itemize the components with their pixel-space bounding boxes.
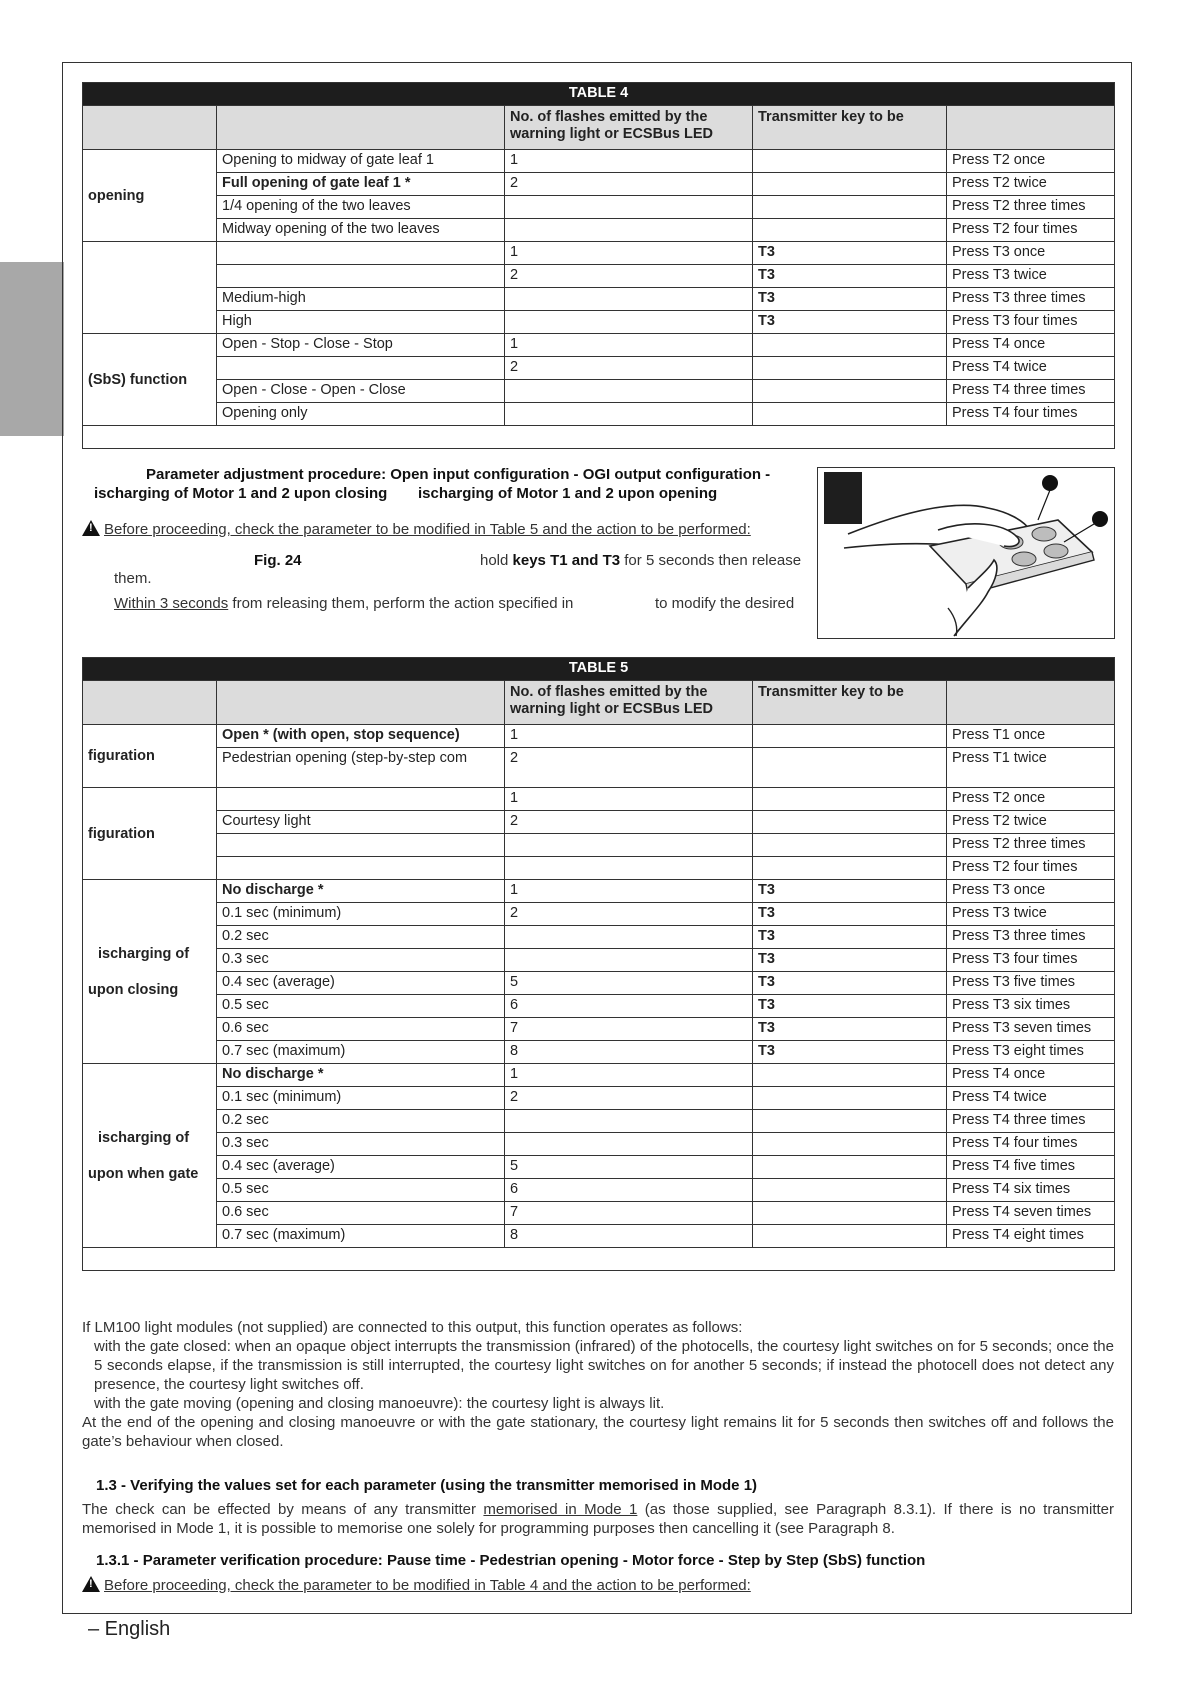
action-cell: Press T4 four times <box>947 403 1115 426</box>
flashes-cell <box>505 857 753 880</box>
category-cell <box>83 788 217 880</box>
action-cell: Press T2 three times <box>947 196 1115 219</box>
key-cell <box>753 1202 947 1225</box>
table-4-header-cell <box>947 106 1115 150</box>
category-label <box>88 963 211 981</box>
setting-cell: Medium-high <box>217 288 505 311</box>
flashes-cell <box>505 380 753 403</box>
action-cell: Press T4 twice <box>947 357 1115 380</box>
setting-cell: 0.7 sec (maximum) <box>217 1225 505 1248</box>
flashes-cell: 1 <box>505 242 753 265</box>
category-label: ischarging of <box>98 1129 190 1146</box>
key-cell: T3 <box>753 880 947 903</box>
action-cell: Press T4 three times <box>947 1110 1115 1133</box>
table-row <box>83 1133 1115 1156</box>
section-1-3-heading: 1.3 - Verifying the values set for each parameter (using the transmitter memorised in Mode 1) <box>96 1477 758 1494</box>
table-row <box>83 288 1115 311</box>
table-row <box>83 748 1115 788</box>
table-4-header-cell <box>83 106 217 150</box>
table-5-header-cell <box>217 681 505 725</box>
transmitter-hand-illustration <box>818 468 1114 638</box>
flashes-cell: 2 <box>505 903 753 926</box>
setting-cell: 0.4 sec (average) <box>217 1156 505 1179</box>
category-cell <box>83 725 217 788</box>
table-row <box>83 403 1115 426</box>
key-cell <box>753 173 947 196</box>
setting-cell: Open - Stop - Close - Stop <box>217 334 505 357</box>
action-cell: Press T2 twice <box>947 173 1115 196</box>
table-row <box>83 1156 1115 1179</box>
step1-text: hold keys T1 and T3 for 5 seconds then release <box>480 552 802 569</box>
key-cell <box>753 1133 947 1156</box>
table-row <box>83 150 1115 173</box>
setting-cell: 0.2 sec <box>217 1110 505 1133</box>
action-cell: Press T3 eight times <box>947 1041 1115 1064</box>
action-cell: Press T2 four times <box>947 219 1115 242</box>
note-paragraph-4: At the end of the opening and closing manoeuvre or with the gate stationary, the courtesy light remains lit for 5 seconds then switches off and follows the gate’s behaviour when closed. <box>82 1414 1114 1450</box>
table-row <box>83 219 1115 242</box>
setting-cell: 0.1 sec (minimum) <box>217 1087 505 1110</box>
key-cell: T3 <box>753 972 947 995</box>
table-row <box>83 1018 1115 1041</box>
flashes-cell: 7 <box>505 1018 753 1041</box>
flashes-cell <box>505 403 753 426</box>
key-cell: T3 <box>753 265 947 288</box>
setting-cell: Midway opening of the two leaves <box>217 219 505 242</box>
category-cell <box>83 334 217 426</box>
flashes-cell <box>505 949 753 972</box>
table-row <box>83 972 1115 995</box>
action-cell: Press T4 three times <box>947 380 1115 403</box>
flashes-cell <box>505 834 753 857</box>
key-cell <box>753 834 947 857</box>
key-cell: T3 <box>753 1041 947 1064</box>
figure-24-box <box>817 467 1115 639</box>
category-label: figuration <box>88 748 155 764</box>
key-cell <box>753 334 947 357</box>
table-4-header-flashes: No. of flashes emitted by the warning light or ECSBus LED <box>505 106 753 150</box>
table-row <box>83 857 1115 880</box>
setting-cell: Courtesy light <box>217 811 505 834</box>
setting-cell: 0.7 sec (maximum) <box>217 1041 505 1064</box>
category-label: upon when gate <box>88 1165 199 1182</box>
section-1-3-1-heading: 1.3.1 - Parameter verification procedure: Pause time - Pedestrian opening - Motor force - Step by Step (SbS) function <box>96 1552 926 1569</box>
table-5-header-flashes: No. of flashes emitted by the warning light or ECSBus LED <box>505 681 753 725</box>
action-cell: Press T4 twice <box>947 1087 1115 1110</box>
table-row <box>83 725 1115 748</box>
step2-text-a: Within 3 seconds from releasing them, perform the action specified in <box>114 595 574 612</box>
flashes-cell: 1 <box>505 788 753 811</box>
table-row <box>83 788 1115 811</box>
action-cell: Press T3 three times <box>947 926 1115 949</box>
flashes-cell: 1 <box>505 150 753 173</box>
action-cell: Press T4 seven times <box>947 1202 1115 1225</box>
flashes-cell: 1 <box>505 725 753 748</box>
table-row <box>83 995 1115 1018</box>
procedure-heading-line2a: ischarging of Motor 1 and 2 upon closing <box>94 485 388 502</box>
table-5-header-cell <box>83 681 217 725</box>
action-cell: Press T2 four times <box>947 857 1115 880</box>
setting-cell: Opening to midway of gate leaf 1 <box>217 150 505 173</box>
setting-cell <box>217 857 505 880</box>
procedure-heading-line1: Parameter adjustment procedure: Open input configuration - OGI output configuration - <box>146 466 771 483</box>
table-row <box>83 903 1115 926</box>
key-cell <box>753 403 947 426</box>
table-5-header-key: Transmitter key to be <box>753 681 947 725</box>
setting-cell: Open * (with open, stop sequence) <box>217 725 505 748</box>
key-cell <box>753 150 947 173</box>
key-cell <box>753 748 947 788</box>
action-cell: Press T2 twice <box>947 811 1115 834</box>
flashes-cell: 6 <box>505 995 753 1018</box>
setting-cell <box>217 788 505 811</box>
category-label: ischarging of <box>98 945 190 962</box>
setting-cell: No discharge * <box>217 1064 505 1087</box>
setting-cell: 0.6 sec <box>217 1202 505 1225</box>
table-row <box>83 242 1115 265</box>
flashes-cell: 1 <box>505 334 753 357</box>
flashes-cell: 5 <box>505 1156 753 1179</box>
procedure-warning: !Before proceeding, check the parameter to be modified in Table 5 and the action to be performed: <box>82 520 751 539</box>
action-cell: Press T3 four times <box>947 311 1115 334</box>
setting-cell: Opening only <box>217 403 505 426</box>
flashes-cell <box>505 1133 753 1156</box>
setting-cell: Pedestrian opening (step-by-step com <box>217 748 505 788</box>
table-row <box>83 1110 1115 1133</box>
table-4-header-cell <box>217 106 505 150</box>
category-cell <box>83 150 217 242</box>
step1-fig-ref: Fig. 24 <box>254 552 302 569</box>
key-cell: T3 <box>753 288 947 311</box>
flashes-cell: 2 <box>505 265 753 288</box>
action-cell: Press T3 twice <box>947 903 1115 926</box>
page-footer: – English <box>88 1618 171 1640</box>
table-row <box>83 949 1115 972</box>
action-cell: Press T1 twice <box>947 748 1115 788</box>
table-4-title: TABLE 4 <box>83 83 1115 106</box>
flashes-cell: 8 <box>505 1041 753 1064</box>
action-cell: Press T2 once <box>947 788 1115 811</box>
table-5 <box>82 657 1115 1271</box>
key-cell <box>753 1110 947 1133</box>
table-row <box>83 311 1115 334</box>
key-cell <box>753 196 947 219</box>
key-cell <box>753 380 947 403</box>
setting-cell <box>217 242 505 265</box>
setting-cell: Full opening of gate leaf 1 * <box>217 173 505 196</box>
key-cell: T3 <box>753 926 947 949</box>
key-cell <box>753 1087 947 1110</box>
setting-cell: No discharge * <box>217 880 505 903</box>
action-cell: Press T4 five times <box>947 1156 1115 1179</box>
category-label: figuration <box>88 825 155 842</box>
section-1-3-body: The check can be effected by means of any transmitter memorised in Mode 1 (as those supplied, see Paragraph 8.3.1). If there is no transmitter memorised in Mode 1, it is possible to memorise one solely for programming purposes then cancelling it (see Paragraph 8. <box>82 1501 1114 1537</box>
key-cell <box>753 788 947 811</box>
action-cell: Press T3 four times <box>947 949 1115 972</box>
table-row <box>83 811 1115 834</box>
setting-cell: 0.5 sec <box>217 995 505 1018</box>
action-cell: Press T4 eight times <box>947 1225 1115 1248</box>
table-row <box>83 1202 1115 1225</box>
side-tab <box>0 262 64 436</box>
category-label <box>88 1147 211 1165</box>
action-cell: Press T3 twice <box>947 265 1115 288</box>
setting-cell <box>217 357 505 380</box>
table-5-footer-row <box>83 1248 1115 1271</box>
setting-cell: Open - Close - Open - Close <box>217 380 505 403</box>
table-5-header-cell <box>947 681 1115 725</box>
key-cell <box>753 1064 947 1087</box>
table-4-header-key: Transmitter key to be <box>753 106 947 150</box>
action-cell: Press T3 seven times <box>947 1018 1115 1041</box>
category-cell <box>83 1064 217 1248</box>
action-cell: Press T3 three times <box>947 288 1115 311</box>
category-cell <box>83 242 217 334</box>
setting-cell: 0.2 sec <box>217 926 505 949</box>
step2-text-b: to modify the desired <box>655 595 795 612</box>
table-row <box>83 1064 1115 1087</box>
flashes-cell: 2 <box>505 173 753 196</box>
flashes-cell: 2 <box>505 748 753 788</box>
table-row <box>83 880 1115 903</box>
category-cell <box>83 880 217 1064</box>
flashes-cell <box>505 926 753 949</box>
table-row <box>83 1179 1115 1202</box>
action-cell: Press T3 six times <box>947 995 1115 1018</box>
key-cell: T3 <box>753 995 947 1018</box>
table-row <box>83 196 1115 219</box>
procedure-heading-line2b: ischarging of Motor 1 and 2 upon opening <box>418 485 718 502</box>
action-cell: Press T4 six times <box>947 1179 1115 1202</box>
flashes-cell: 2 <box>505 811 753 834</box>
table-row <box>83 1041 1115 1064</box>
action-cell: Press T4 once <box>947 334 1115 357</box>
flashes-cell <box>505 219 753 242</box>
action-cell: Press T2 once <box>947 150 1115 173</box>
action-cell: Press T3 once <box>947 242 1115 265</box>
section-1-3-1-warning: !Before proceeding, check the parameter to be modified in Table 4 and the action to be performed: <box>82 1576 751 1595</box>
flashes-cell: 8 <box>505 1225 753 1248</box>
key-cell: T3 <box>753 903 947 926</box>
table-5-title: TABLE 5 <box>83 658 1115 681</box>
table-row <box>83 1087 1115 1110</box>
table-row <box>83 173 1115 196</box>
category-label: (SbS) function <box>88 371 188 388</box>
key-cell <box>753 219 947 242</box>
key-cell: T3 <box>753 242 947 265</box>
setting-cell: 0.4 sec (average) <box>217 972 505 995</box>
action-cell: Press T4 once <box>947 1064 1115 1087</box>
flashes-cell: 6 <box>505 1179 753 1202</box>
key-cell <box>753 1156 947 1179</box>
setting-cell: 0.5 sec <box>217 1179 505 1202</box>
table-4-footer-row <box>83 426 1115 449</box>
table-row <box>83 334 1115 357</box>
flashes-cell: 7 <box>505 1202 753 1225</box>
table-row <box>83 834 1115 857</box>
setting-cell: High <box>217 311 505 334</box>
step1-text-cont: them. <box>114 570 152 587</box>
table-4 <box>82 82 1115 449</box>
category-label: opening <box>88 187 145 204</box>
flashes-cell: 1 <box>505 1064 753 1087</box>
key-cell <box>753 1179 947 1202</box>
action-cell: Press T3 five times <box>947 972 1115 995</box>
note-paragraph-2: with the gate closed: when an opaque object interrupts the transmission (infrared) of the photocells, the courtesy light switches on for 5 seconds; once the 5 seconds elapse, if the transmission is still interrupted, the courtesy light switches on for another 5 seconds; if instead the photocell does not detect any presence, the courtesy light switches off. <box>94 1338 1114 1393</box>
key-cell <box>753 811 947 834</box>
flashes-cell: 5 <box>505 972 753 995</box>
key-cell: T3 <box>753 1018 947 1041</box>
note-paragraph-1: If LM100 light modules (not supplied) are connected to this output, this function operates as follows: <box>82 1319 743 1336</box>
table-row <box>83 357 1115 380</box>
category-label: upon closing <box>88 981 179 998</box>
flashes-cell <box>505 1110 753 1133</box>
table-row <box>83 265 1115 288</box>
note-paragraph-3: with the gate moving (opening and closing manoeuvre): the courtesy light is always lit. <box>94 1395 665 1412</box>
setting-cell: 0.6 sec <box>217 1018 505 1041</box>
key-cell <box>753 857 947 880</box>
setting-cell <box>217 834 505 857</box>
flashes-cell <box>505 288 753 311</box>
action-cell: Press T3 once <box>947 880 1115 903</box>
key-cell <box>753 357 947 380</box>
setting-cell <box>217 265 505 288</box>
action-cell: Press T2 three times <box>947 834 1115 857</box>
key-cell <box>753 1225 947 1248</box>
setting-cell: 0.1 sec (minimum) <box>217 903 505 926</box>
warning-icon <box>82 520 100 536</box>
flashes-cell: 2 <box>505 1087 753 1110</box>
setting-cell: 1/4 opening of the two leaves <box>217 196 505 219</box>
table-row <box>83 926 1115 949</box>
key-cell: T3 <box>753 949 947 972</box>
flashes-cell: 1 <box>505 880 753 903</box>
flashes-cell <box>505 196 753 219</box>
table-row <box>83 1225 1115 1248</box>
action-cell: Press T4 four times <box>947 1133 1115 1156</box>
flashes-cell <box>505 311 753 334</box>
key-cell: T3 <box>753 311 947 334</box>
warning-icon <box>82 1576 100 1592</box>
setting-cell: 0.3 sec <box>217 949 505 972</box>
key-cell <box>753 725 947 748</box>
table-row <box>83 380 1115 403</box>
action-cell: Press T1 once <box>947 725 1115 748</box>
flashes-cell: 2 <box>505 357 753 380</box>
setting-cell: 0.3 sec <box>217 1133 505 1156</box>
